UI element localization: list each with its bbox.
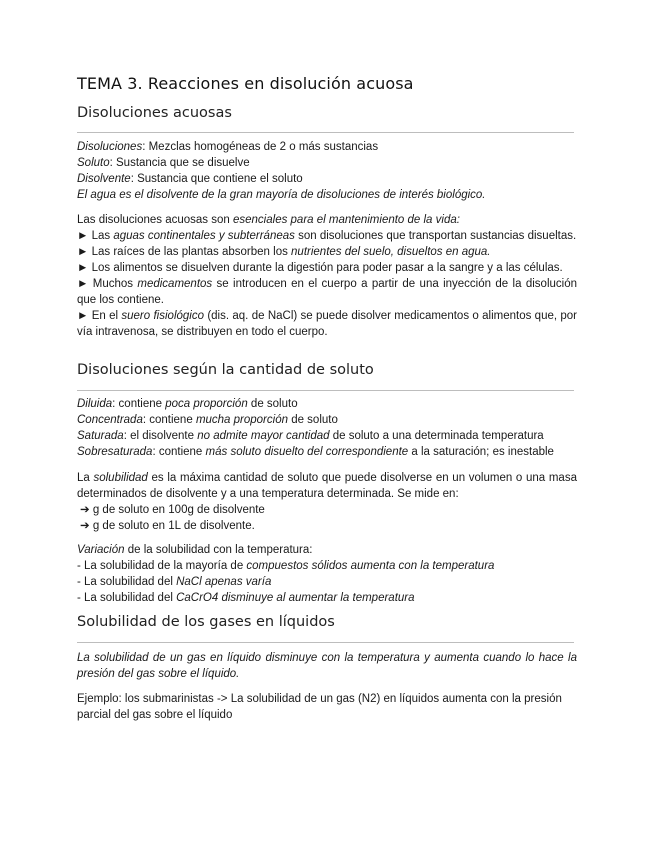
unit-item: ➔ g de soluto en 1L de disolvente.	[80, 520, 255, 532]
section-heading-gases-liquidos: Solubilidad de los gases en líquidos	[77, 614, 335, 630]
variation-heading: Variación de la solubilidad con la temperatura:	[77, 544, 313, 556]
gas-solubility-block	[77, 650, 577, 682]
unit-item: ➔ g de soluto en 100g de disolvente	[80, 504, 265, 516]
type-line: Diluida: contiene poca proporción de soluto	[77, 398, 298, 410]
example-line: Ejemplo: los submarinistas -> La solubilidad de un gas (N2) en líquidos aumenta con la presión parcial del gas sobre el líquido	[77, 693, 562, 721]
bullet-item: ► Muchos medicamentos se introducen en el cuerpo a partir de una inyección de la disolución que los contiene.	[77, 278, 577, 306]
type-line: Concentrada: contiene mucha proporción de soluto	[77, 414, 338, 426]
definitions-block	[77, 139, 577, 203]
solubility-block	[77, 470, 577, 534]
definition-line: Soluto: Sustancia que se disuelve	[77, 157, 250, 169]
definition-line: Disoluciones: Mezclas homogéneas de 2 o más sustancias	[77, 141, 379, 153]
temperature-variation-block	[77, 542, 577, 606]
page-title: TEMA 3. Reacciones en disolución acuosa	[77, 74, 414, 93]
example-block	[77, 691, 577, 723]
section-divider	[77, 390, 574, 391]
note-line: La solubilidad de un gas en líquido disminuye con la temperatura y aumenta cuando lo hace la presión del gas sobre el líquido.	[77, 652, 577, 680]
variation-item: - La solubilidad del NaCl apenas varía	[77, 576, 272, 588]
note-line: El agua es el disolvente de la gran mayoría de disoluciones de interés biológico.	[77, 189, 486, 201]
intro-line: Las disoluciones acuosas son esenciales para el mantenimiento de la vida:	[77, 214, 460, 226]
bullet-item: ► Las aguas continentales y subterráneas son disoluciones que transportan sustancias disueltas.	[77, 230, 577, 242]
section-heading-disoluciones-acuosas: Disoluciones acuosas	[77, 105, 232, 121]
bullet-item: ► Las raíces de las plantas absorben los nutrientes del suelo, disueltos en agua.	[77, 246, 491, 258]
variation-item: - La solubilidad de la mayoría de compuestos sólidos aumenta con la temperatura	[77, 560, 495, 572]
uses-block	[77, 212, 577, 340]
bullet-item: ► Los alimentos se disuelven durante la digestión para poder pasar a la sangre y a las células.	[77, 262, 563, 274]
type-line: Sobresaturada: contiene más soluto disuelto del correspondiente a la saturación; es inestable	[77, 446, 554, 458]
bullet-item: ► En el suero fisiológico (dis. aq. de NaCl) se puede disolver medicamentos o alimentos que, por vía intravenosa, se distribuyen en todo el cuerpo.	[77, 310, 578, 338]
variation-item: - La solubilidad del CaCrO4 disminuye al aumentar la temperatura	[77, 592, 415, 604]
type-line: Saturada: el disolvente no admite mayor cantidad de soluto a una determinada temperatura	[77, 430, 544, 442]
section-divider	[77, 132, 574, 133]
concentration-types-block	[77, 396, 577, 460]
definition-line: Disolvente: Sustancia que contiene el soluto	[77, 173, 303, 185]
section-divider	[77, 642, 574, 643]
solubility-definition: La solubilidad es la máxima cantidad de soluto que puede disolverse en un volumen o una masa determinados de disolvente y a una temperatura determinada. Se mide en:	[77, 472, 577, 500]
section-heading-cantidad-soluto: Disoluciones según la cantidad de soluto	[77, 362, 374, 378]
